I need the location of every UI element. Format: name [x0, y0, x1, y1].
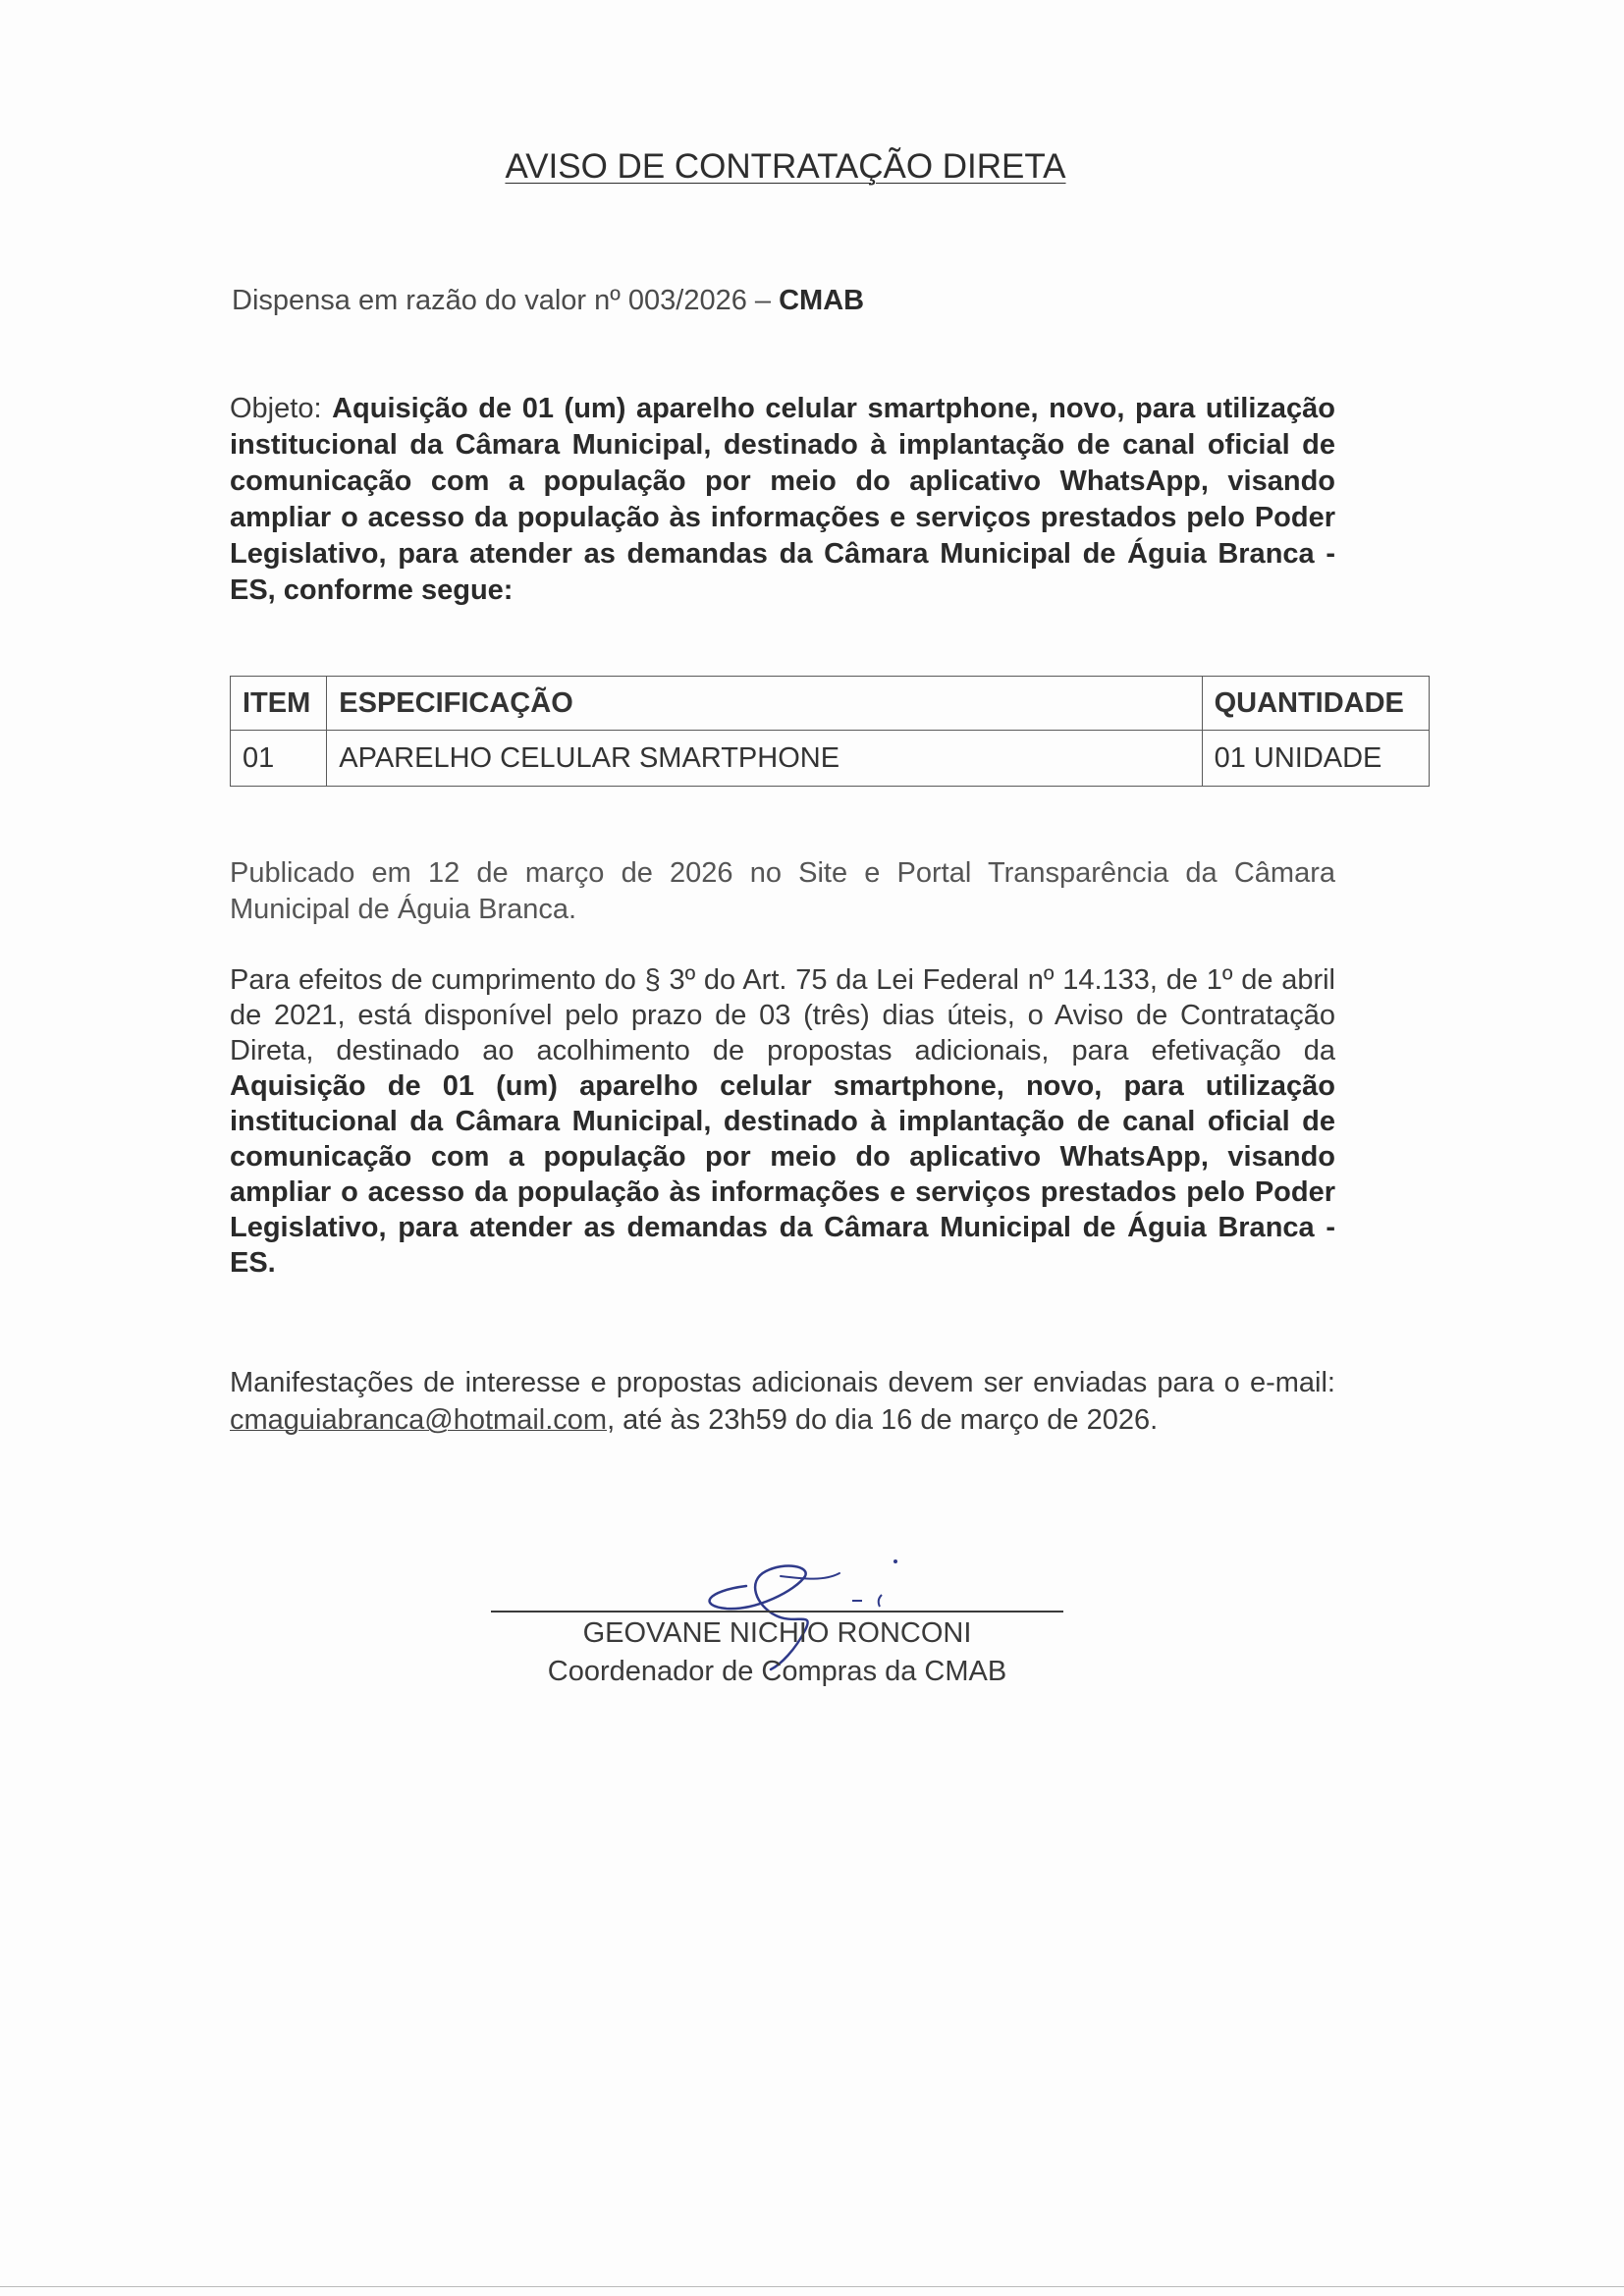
efeitos-intro: Para efeitos de cumprimento do § 3º do Art. 75 da Lei Federal nº 14.133, de 1º de abril de 2021, está disponível pelo prazo de 03 (três) dias úteis, o Aviso de Contratação Direta, destinado ao acolhimento de propostas adicionais, para efetivação da: [230, 964, 1335, 1066]
publicado-paragraph: Publicado em 12 de março de 2026 no Site e Portal Transparência da Câmara Municipal de Águia Branca.: [230, 857, 1335, 925]
cell-especificacao: APARELHO CELULAR SMARTPHONE: [327, 731, 1202, 787]
signature-line: [491, 1611, 1063, 1613]
cell-item: 01: [231, 731, 327, 787]
document-title: AVISO DE CONTRATAÇÃO DIRETA: [505, 147, 1066, 186]
manifest-suffix: , até às 23h59 do dia 16 de março de 2026.: [607, 1404, 1159, 1436]
dispensa-prefix: Dispensa em razão do valor nº 003/2026 –: [232, 285, 772, 316]
objeto-text: Aquisição de 01 (um) aparelho celular smartphone, novo, para utilização institucional da Câmara Municipal, destinado à implantação de canal oficial de comunicação com a população por meio do aplicativo WhatsApp, visando ampliar o acesso da população às informações e serviços prestados pelo Poder Legislativo, para atender as demandas da Câmara Municipal de Águia Branca - ES, conforme segue:: [230, 393, 1336, 606]
table-header-row: [231, 677, 1430, 731]
objeto-paragraph: [230, 391, 1335, 609]
efeitos-bold: Aquisição de 01 (um) aparelho celular smartphone, novo, para utilização institucional da Câmara Municipal, destinado à implantação de canal oficial de comunicação com a população por meio do aplicativo WhatsApp, visando ampliar o acesso da população às informações e serviços prestados pelo Poder Legislativo, para atender as demandas da Câmara Municipal de Águia Branca - ES.: [230, 1070, 1335, 1279]
signer-role: Coordenador de Compras da CMAB: [547, 1656, 1007, 1687]
header-item: ITEM: [231, 677, 327, 731]
items-table: [230, 676, 1430, 787]
scan-edge-line: [0, 2286, 1624, 2287]
dispensa-code: CMAB: [779, 285, 865, 316]
efeitos-paragraph: [230, 962, 1335, 1281]
cell-quantidade: 01 UNIDADE: [1202, 731, 1429, 787]
header-especificacao: ESPECIFICAÇÃO: [327, 677, 1202, 731]
dispensa-line: [232, 285, 864, 317]
manifest-paragraph: [230, 1364, 1335, 1439]
email-link[interactable]: cmaguiabranca@hotmail.com: [230, 1404, 608, 1436]
objeto-label: Objeto:: [230, 393, 322, 424]
signer-name: GEOVANE NICHIO RONCONI: [582, 1617, 972, 1649]
table-row: [231, 731, 1430, 787]
manifest-prefix: Manifestações de interesse e propostas adicionais devem ser enviadas para o e-mail:: [230, 1367, 1335, 1398]
header-quantidade: QUANTIDADE: [1202, 677, 1429, 731]
